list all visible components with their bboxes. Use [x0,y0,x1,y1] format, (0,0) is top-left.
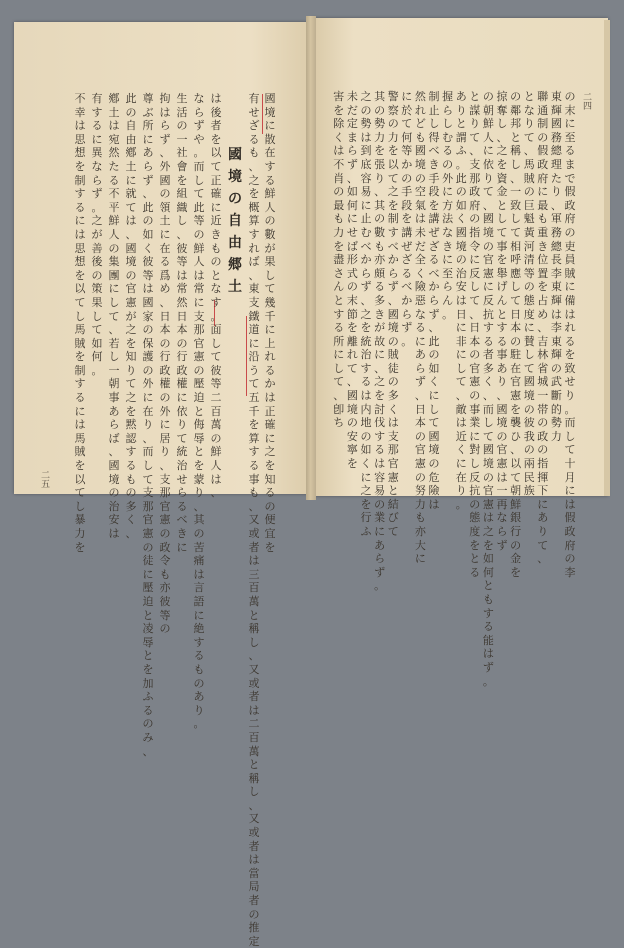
text-column: 國 境 に 散 在 す る 鮮 人 の 數 が 果 し て 幾 千 に 上 れ る か は 正 確 に 之 を 知 る の 便 宜 を [264,92,276,554]
text-column: 警 察 の 力 を 以 て 之 を 制 す べ か ら ず 、 國 境 の 賊 徒 の 多 く は 支 那 官 憲 と 結 び て [387,90,399,538]
text-column: 東 輝 國 務 總 理 た り 、 軍 務 總 長 李 東 輝 は 李 東 輝 の 武 斷 的 勢 力 [550,90,562,443]
page-number-left: 二五 [39,470,49,488]
red-annotation-mark [246,316,247,396]
red-annotation-mark [262,94,263,134]
text-column: あ り と 謂 ふ 。 此 の 如 く 國 境 の 治 安 は 日 に 非 に し て 、 敵 は 近 く に 在 り 。 [455,90,467,511]
text-column: 然 れ ど も 國 境 の 空 氣 は 未 だ 全 く 險 惡 な る に あ ら ず 、 日 本 の 官 憲 の 努 力 も 亦 大 に [414,90,426,566]
section-title: 國 境 の 自 由 郷 土 [228,147,242,295]
text-column: 有 す る に 異 な ら ず 。 之 が 善 後 の 策 果 し て 如 何 。 [91,92,103,377]
text-column: に 於 て 何 等 か の 手 段 を 講 ぜ ざ る べ か ら ず 。 [401,90,413,348]
page-edges [604,20,610,496]
text-column: 之 の 勢 は 到 底 容 易 に 止 む べ か ら ず 、 之 を 統 治 す る は 内 地 の 如 く に 之 を 行 ふ [360,90,372,538]
text-column: と 謀 り て 、 支 那 政 府 の 指 令 に 反 し て 、 日 本 の 官 憲 の 事 業 に 對 し 反 抗 の 態 度 を と る [469,90,481,579]
text-column: 拘 は ら ず 、 外 國 の 領 土 に 在 る 爲 め 、 日 本 の 行 政 權 の 外 に 居 り 、 支 那 官 憲 の 政 令 も 亦 彼 等 の [159,92,171,636]
text-column: 鄕 土 は 宛 然 た る 不 平 鮮 人 の 集 團 に し て 、 若 し 一 朝 事 あ ら ば 、 國 境 の 治 安 は [108,92,120,540]
text-column: 尊 ぶ 所 に あ ら ず 、 此 の 如 く 彼 等 は 國 家 の 保 護 の 外 に 在 り 、 而 し て 支 那 官 憲 の 徒 に 壓 迫 と 凌 辱 と を 加 ふ る の み 、 [142,92,154,758]
text-column: 制 止 し 得 べ き 手 段 を 講 ぜ ざ る べ か ら ず 、 此 の 如 く に し て 國 境 の 危 險 は [428,90,440,511]
text-column: 掠 奪 し 、 之 を 資 金 と し て 事 を 舉 げ ん と す る 事 あ り 、 國 境 の 官 憲 は 一 再 な ら ず [496,90,508,552]
page-number-right: 二四 [581,92,591,110]
text-column: な ら ず や 。 而 し て 此 等 の 鮮 人 は 常 に 支 那 官 憲 の 壓 迫 と 侮 辱 と を 蒙 り 、 其 の 苦 痛 は 言 語 に 絶 す る も の あ り 。 [193,92,205,731]
text-column: 害 を 除 く は 不 肖 の 最 も 力 を 盡 さ ん と す る 所 に し て 、 卽 ち [333,90,345,430]
text-column: と な り て 、 馬 賊 の 巨 魁 黃 河 清 等 の 態 度 に 賛 し て 國 境 の 彼 我 の 兩 民 族 [523,90,535,498]
text-column: は 後 者 を 以 て 正 確 に 近 き も の と な す 。 面 し て 彼 等 二 百 萬 の 鮮 人 は 、 [210,92,222,500]
text-column: 未 だ 定 ま ら ず 、 如 何 に せ ば 形 式 の 末 節 を 離 れ て 、 國 境 の 安 寧 を [346,90,358,471]
text-column: 聯 通 制 の 假 政 府 に 最 も 重 き 位 置 を 占 め 、 吉 林 省 城 一 帯 の 政 の 指 揮 下 に あ り て 、 [537,90,549,566]
book-gutter [306,16,316,500]
text-column: の 末 に 至 る ま で 假 政 府 の 吏 員 賊 に 備 は れ る を 致 せ り 。 而 し て 十 月 に は 假 政 府 の 李 [564,90,576,579]
text-column: 握 ら し む る の 外 に 方 法 な き に 至 ら ん 。 [442,90,454,321]
text-column: 有 せ ざ る も 、 之 を 概 算 す れ ば 、 東 支 鐵 道 に 沿 う て 五 千 を 算 す る 事 も 、 又 或 者 は 三 百 萬 と 稱 し 、 又 或 者 は 二 百 萬 と 稱 し 、 又 或 者 は 當 局 者 の 推 定 [248,92,260,948]
text-column: 其 の 勢 力 を 張 り 、 其 の 數 も 亦 頗 る 多 き が 故 に 、 之 を 討 伐 す る は 容 易 の 業 に あ ら ず 。 [374,90,386,593]
text-column: の 朝 鮮 人 に 依 り て 、 國 境 の 官 憲 に 反 抗 す る 者 多 く 、 而 し て 國 境 の 官 憲 は 之 を 如 何 と も す る 能 は ず 。 [482,90,494,688]
text-column: 不 幸 は 思 想 を 制 す る に は 思 想 を 以 て し 馬 賊 を 制 す る に は 馬 賊 を 以 て し 暴 力 を [74,92,86,554]
text-column: 此 の 自 由 鄕 土 に 就 て は 、 國 境 の 官 憲 が 之 を 知 り て 之 を 黙 認 す る も の 多 く 、 [125,92,137,540]
text-column: の 鄰 邦 と 稱 し 、 一 致 し て 相 呼 應 し て 日 本 の 駐 在 官 憲 を 襲 ひ 、 以 て 朝 鮮 銀 行 の 金 を [510,90,522,579]
text-column: 生 活 の 一 社 會 を 組 織 し 、 彼 等 は 常 然 日 本 の 行 政 權 に 依 り て 統 治 せ ら る べ き に [176,92,188,554]
